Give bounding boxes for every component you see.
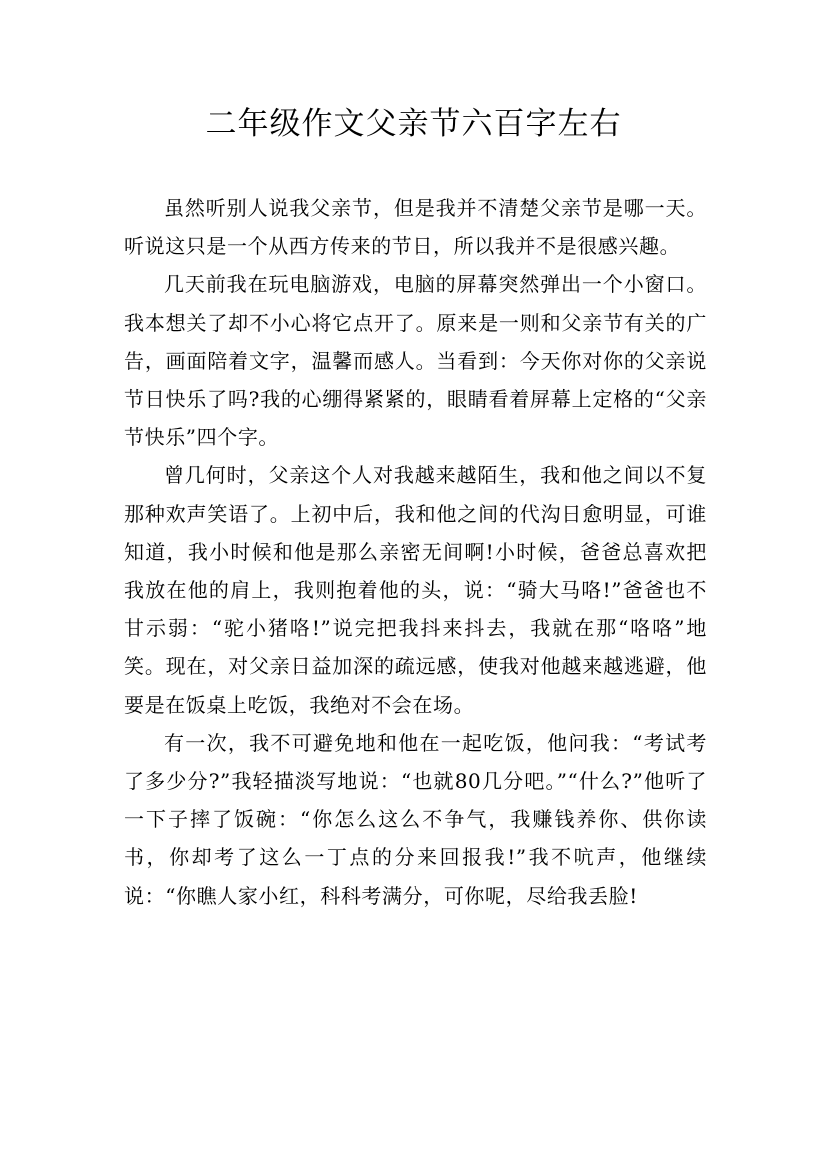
document-title: 二年级作文父亲节六百字左右 — [205, 106, 622, 142]
paragraph-4: 有一次，我不可避免地和他在一起吃饭，他问我：“考试考了多少分?”我轻描淡写地说：“也就80几分吧。”“什么?”他听了一下子摔了饭碗：“你怎么这么不争气，我赚钱养你、供你读书，你却考了这么一丁点的分来回报我!”我不吭声，他继续说：“你瞧人家小红，科科考满分，可你呢，尽给我丢脸! — [124, 730, 707, 908]
document-body — [124, 189, 707, 915]
paragraph-3: 曾几何时，父亲这个人对我越来越陌生，我和他之间以不复那种欢声笑语了。上初中后，我和他之间的代沟日愈明显，可谁知道，我小时候和他是那么亲密无间啊!小时候，爸爸总喜欢把我放在他的肩上，我则抱着他的头，说：“骑大马咯!”爸爸也不甘示弱：“驼小猪咯!”说完把我抖来抖去，我就在那“咯咯”地笑。现在，对父亲日益加深的疏远感，使我对他越来越逃避，他要是在饭桌上吃饭，我绝对不会在场。 — [124, 463, 707, 717]
paragraph-1: 虽然听别人说我父亲节，但是我并不清楚父亲节是哪一天。听说这只是一个从西方传来的节日，所以我并不是很感兴趣。 — [124, 196, 707, 259]
paragraph-2: 几天前我在玩电脑游戏，电脑的屏幕突然弹出一个小窗口。我本想关了却不小心将它点开了。原来是一则和父亲节有关的广告，画面陪着文字，温馨而感人。当看到：今天你对你的父亲说节日快乐了吗?我的心绷得紧紧的，眼睛看着屏幕上定格的“父亲节快乐”四个字。 — [124, 272, 707, 450]
